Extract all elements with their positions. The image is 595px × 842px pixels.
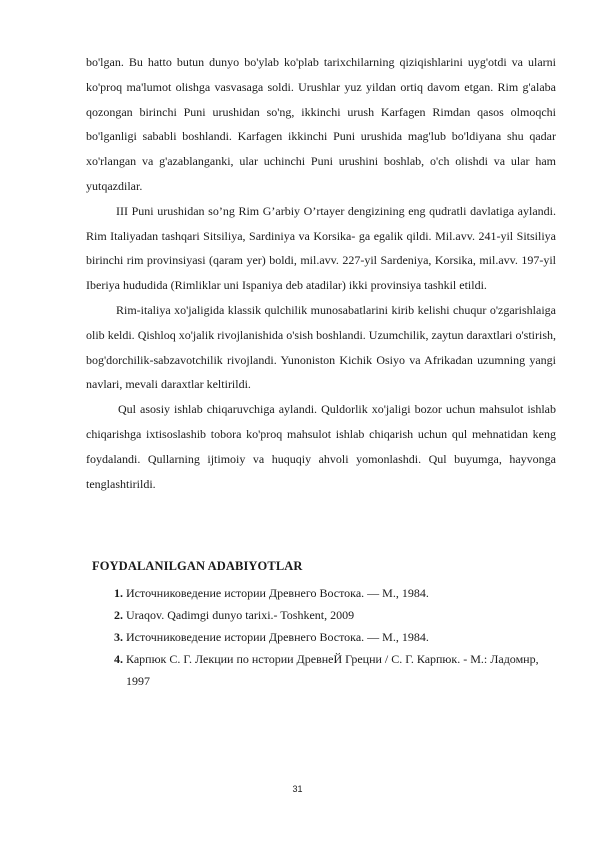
document-page	[86, 50, 556, 692]
reference-item	[86, 626, 556, 648]
references-list	[86, 582, 556, 692]
section-spacer	[86, 496, 556, 554]
body-paragraph-1: bo'lgan. Bu hatto butun dunyo bo'ylab ko'plab tarixchilarning qiziqishlarini uyg'otdi va ularni ko'proq ma'lumot olishga vasvasaga soldi. Urushlar yuz yildan ortiq davom etgan. Rim g'alaba qozongan birinchi Puni urushidan so'ng, ikkinchi urush Karfagen Rimdan qasos olmoqchi bo'lganligi sababli boshlandi. Karfagen ikkinchi Puni urushida mag'lub bo'ldiyana shu qadar xo'rlangan va g'azablanganki, ular uchinchi Puni urushini boshlab, o'ch olishdi va ular ham yutqazdilar.	[86, 55, 556, 193]
reference-text: Карпюк С. Г. Лекции по нстории ДревнеЙ Грецни / С. Г. Карпюк. - М.: Ладомнр, 1997	[126, 652, 539, 689]
reference-number: 4.	[114, 652, 123, 667]
body-paragraph-4: Qul asosiy ishlab chiqaruvchiga aylandi. Quldorlik xo'jaligi bozor uchun mahsulot ishlab chiqarishga ixtisoslashib tobora ko'proq mahsulot ishlab chiqarish uchun qul mehnatidan keng foydalandi. Qullarning ijtimoiy va huquqiy ahvoli yomonlashdi. Qul buyumga, hayvonga tenglashtirildi.	[86, 402, 556, 491]
page-number: 31	[292, 784, 303, 794]
body-paragraph-3: Rim-italiya xo'jaligida klassik qulchilik munosabatlarini kirib kelishi chuqur o'zgarishlaiga olib keldi. Qishloq xo'jalik rivojlanishida o'sish boshlandi. Uzumchilik, zaytun daraxtlari o'stirish, bog'dorchilik-sabzavotchilik rivojlandi. Yunoniston Kichik Osiyo va Afrikadan uzumning yangi navlari, mevali daraxtlar keltirildi.	[86, 302, 556, 392]
reference-number: 3.	[114, 630, 123, 645]
body-paragraph-2: III Puni urushidan so’ng Rim G’arbiy O’rtayer dengizining eng qudratli davlatiga aylandi. Rim Italiyadan tashqari Sitsiliya, Sardiniya va Korsika- ga egalik qildi. Mil.avv. 241-yil Sitsiliya birinchi rim provinsiyasi (qaram yer) boldi, mil.avv. 227-yil Sardeniya, Korsika, mil.avv. 197-yil Iberiya hududida (Rimliklar uni Ispaniya deb atadilar) ikki provinsiya tashkil etildi.	[86, 203, 556, 293]
references-heading: FOYDALANILGAN ADABIYOTLAR	[92, 559, 303, 574]
reference-item	[86, 648, 556, 692]
reference-text: Источниковедение истории Древнего Востока. — М., 1984.	[126, 586, 429, 601]
reference-text: Uraqov. Qadimgi dunyo tarixi.- Toshkent, 2009	[126, 608, 355, 623]
reference-number: 2.	[114, 608, 123, 623]
reference-item	[86, 582, 556, 604]
reference-text: Источниковедение истории Древнего Востока. — М., 1984.	[126, 630, 429, 645]
reference-item	[86, 604, 556, 626]
reference-number: 1.	[114, 586, 123, 601]
